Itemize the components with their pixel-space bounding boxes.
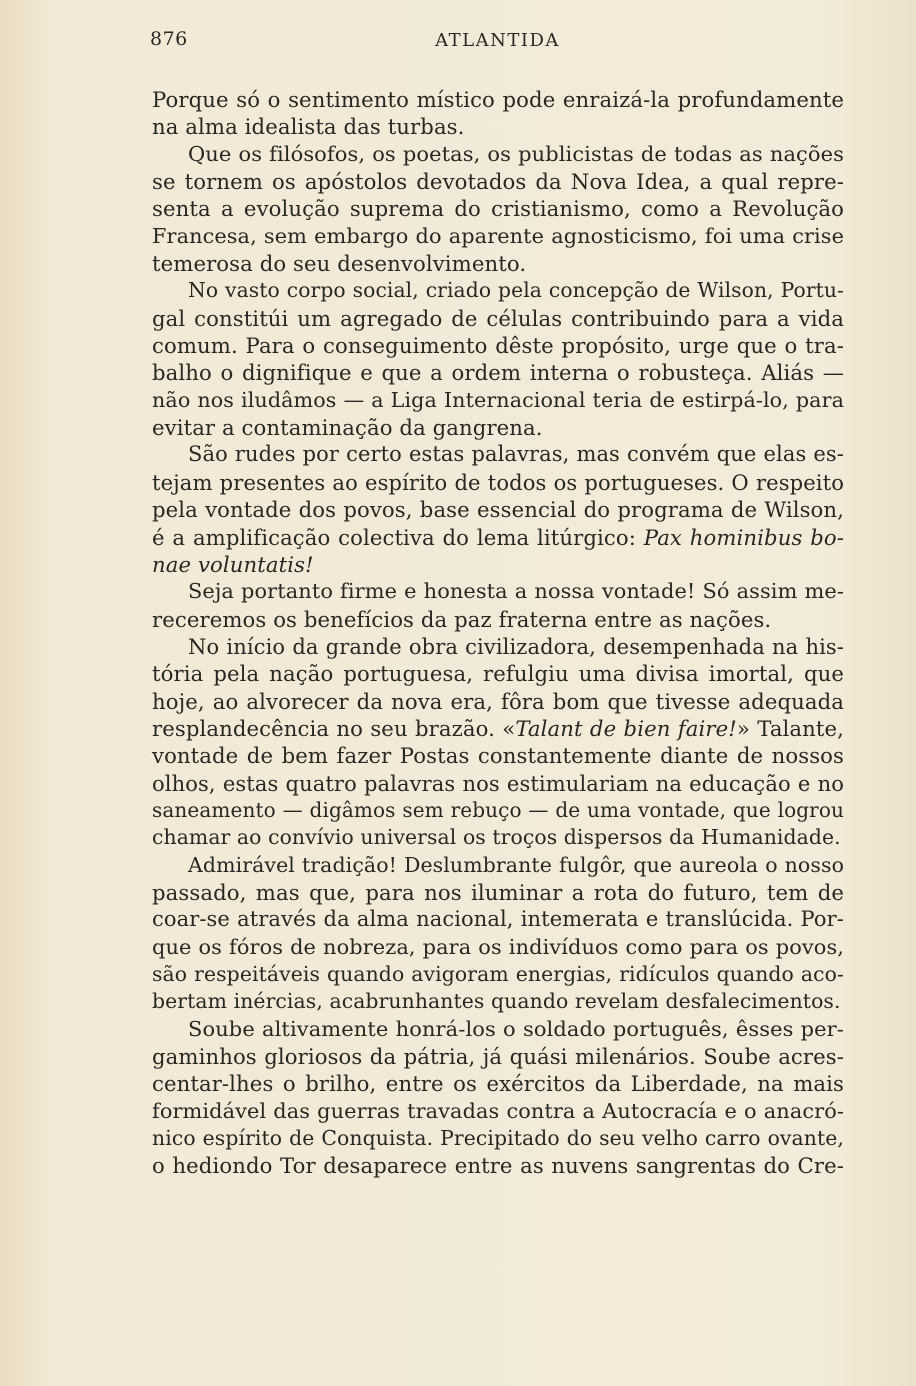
page-number: 876 (150, 28, 188, 50)
text-line: comum. Para o conseguimento dêste propósito, urge que o tra- (152, 333, 844, 359)
text-line: formidável das guerras travadas contra a Autocracía e o anacró- (152, 1098, 844, 1123)
text-line (152, 524, 844, 551)
text-line: senta a evolução suprema do cristianismo, como a Revolução (152, 196, 844, 222)
text-line: centar-lhes o brilho, entre os exércitos da Liberdade, na mais (152, 1071, 844, 1097)
text-line: que os fóros de nobreza, para os indivíduos como para os povos, (152, 934, 844, 959)
text-line: São rudes por certo estas palavras, mas convém que elas es- (188, 442, 844, 467)
text-line: gaminhos gloriosos da pátria, já quási milenários. Soube acres- (152, 1044, 844, 1070)
text-line: bertam inércias, acabrunhantes quando revelam desfalecimentos. (152, 989, 841, 1014)
text-line: nico espírito de Conquista. Precipitado do seu velho carro ovante, (152, 1126, 844, 1151)
text-line: No início da grande obra civilizadora, desempenhada na his- (188, 633, 844, 659)
text-line (152, 715, 844, 742)
latin-quote-end: nae voluntatis! (152, 551, 314, 577)
text-line: se tornem os apóstolos devotados da Nova Idea, a qual repre- (152, 169, 844, 195)
text-line: o hediondo Tor desaparece entre as nuvens sangrentas do Cre- (152, 1153, 844, 1179)
text-line: são respeitáveis quando avigoram energias, ridículos quando aco- (152, 962, 844, 986)
text-line: não nos iludâmos — a Liga Internacional teria de estirpá-lo, para (152, 387, 844, 412)
text-line: vontade de bem fazer Postas constantemente diante de nossos (152, 743, 844, 769)
text-line: olhos, estas quatro palavras nos estimulariam na educação e no (152, 770, 844, 796)
body-text (152, 86, 844, 1180)
line-text: » Talante, (736, 715, 844, 741)
text-line: evitar a contaminação da gangrena. (152, 415, 543, 441)
text-line: hoje, ao alvorecer da nova era, fôra bom que tivesse adequada (152, 688, 844, 714)
text-line: na alma idealista das turbas. (152, 114, 465, 140)
text-line: Soube altivamente honrá-los o soldado português, êsses per- (188, 1016, 844, 1041)
text-line: coar-se através da alma nacional, intemerata e translúcida. Por- (152, 907, 844, 932)
line-text: é a amplificação colectiva do lema litúrgico: (152, 524, 636, 550)
line-text: resplandecência no seu brazão. « (152, 715, 516, 741)
text-line: pela vontade dos povos, base essencial do programa de Wilson, (152, 497, 844, 523)
text-line: balho o dignifique e que a ordem interna o robusteça. Aliás — (152, 360, 844, 386)
text-line: No vasto corpo social, criado pela concepção de Wilson, Portu- (188, 278, 844, 303)
motto-quote: Talant de bien faire! (515, 715, 737, 741)
text-line: Porque só o sentimento místico pode enraizá-la profundamente (152, 87, 844, 112)
text-line: receremos os benefícios da paz fraterna entre as nações. (152, 606, 772, 632)
text-line: Seja portanto firme e honesta a nossa vontade! Só assim me- (188, 579, 844, 604)
text-line: temerosa do seu desenvolvimento. (152, 251, 527, 277)
text-line: passado, mas que, para nos iluminar a rota do futuro, tem de (152, 879, 844, 905)
text-line: gal constitúi um agregado de células contribuindo para a vida (152, 305, 844, 331)
text-line: Francesa, sem embargo do aparente agnosticismo, foi uma crise (152, 223, 844, 248)
running-head: ATLANTIDA (435, 30, 560, 51)
page-header (150, 28, 845, 54)
latin-quote: Pax hominibus bo- (643, 524, 845, 550)
text-line: Que os filósofos, os poetas, os publicistas de todas as nações (188, 141, 844, 166)
text-line: tejam presentes ao espírito de todos os portugueses. O respeito (152, 469, 844, 495)
text-line: Admirável tradição! Deslumbrante fulgôr, que aureola o nosso (188, 852, 844, 877)
text-line: chamar ao convívio universal os troços dispersos da Humanidade. (152, 825, 841, 850)
text-line: saneamento — digâmos sem rebuço — de uma vontade, que logrou (152, 797, 844, 822)
text-line: tória pela nação portuguesa, refulgiu uma divisa imortal, que (152, 661, 844, 687)
